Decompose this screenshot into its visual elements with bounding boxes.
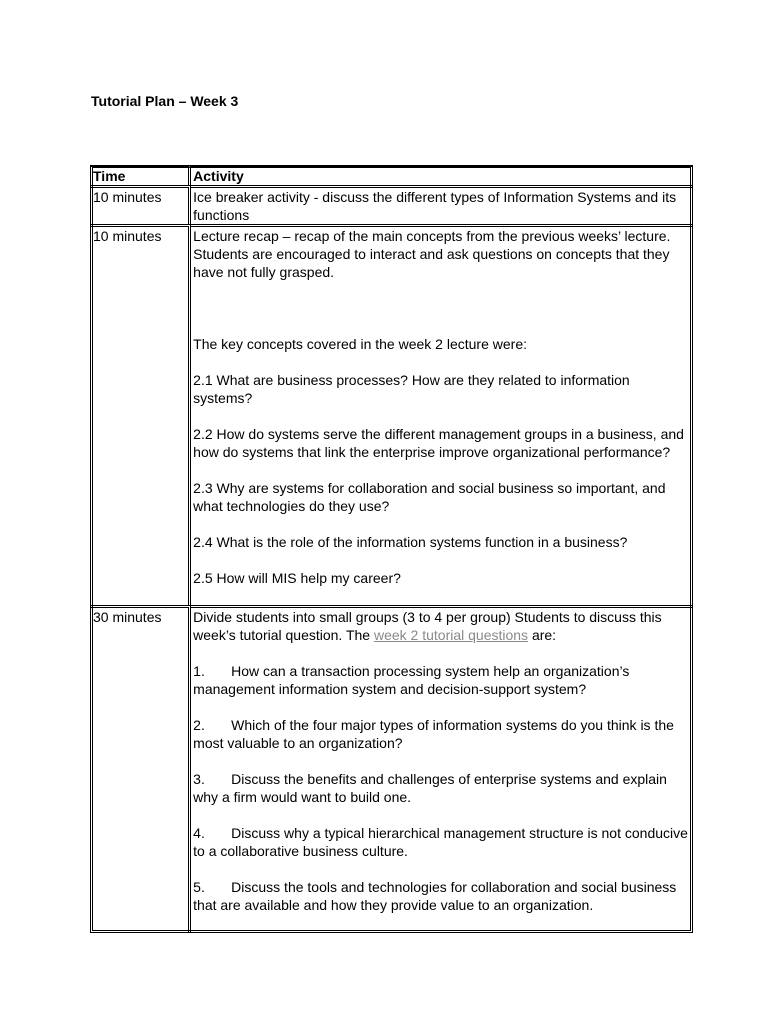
table-header-row — [91, 166, 692, 185]
tutorial-questions-link[interactable]: week 2 tutorial questions — [373, 627, 529, 643]
group-discussion-text: Divide students into small groups (3 to 4 per group) Students to discuss this week’s tutorial question. The week 2 tutorial questions are: — [193, 609, 662, 643]
key-concepts-text: The key concepts covered in the week 2 lecture were: — [193, 336, 527, 352]
tutorial-plan-table — [90, 165, 693, 933]
table-row — [91, 224, 692, 605]
row2-activity — [191, 224, 692, 605]
concept-item: 2.5 How will MIS help my career? — [193, 570, 401, 586]
header-time: Time — [91, 166, 191, 185]
concept-item: 2.2 How do systems serve the different management groups in a business, and how do systems that link the enterprise improve organizational performance? — [193, 426, 684, 460]
question-item: 4. Discuss why a typical hierarchical management structure is not conducive to a collaborative business culture. — [193, 825, 688, 859]
table-row — [91, 185, 692, 224]
header-activity: Activity — [191, 166, 692, 185]
question-item: 3. Discuss the benefits and challenges of enterprise systems and explain why a firm would want to build one. — [193, 771, 667, 805]
page-title: Tutorial Plan – Week 3 — [91, 93, 239, 109]
question-item: 1. How can a transaction processing system help an organization’s management information system and decision-support system? — [193, 663, 630, 697]
concept-item: 2.1 What are business processes? How are they related to information systems? — [193, 372, 630, 406]
concept-item: 2.3 Why are systems for collaboration and social business so important, and what technologies do they use? — [193, 480, 666, 514]
row3-activity — [191, 605, 692, 932]
row3-time: 30 minutes — [91, 605, 191, 932]
lecture-recap-text: Lecture recap – recap of the main concepts from the previous weeks’ lecture. Students are encouraged to interact and ask questions on concepts that they have not fully grasped. — [193, 228, 671, 280]
concept-item: 2.4 What is the role of the information systems function in a business? — [193, 534, 628, 550]
question-item: 5. Discuss the tools and technologies for collaboration and social business that are available and how they provide value to an organization. — [193, 879, 677, 913]
question-item: 2. Which of the four major types of information systems do you think is the most valuable to an organization? — [193, 717, 674, 751]
row1-activity: Ice breaker activity - discuss the different types of Information Systems and its functions — [191, 185, 692, 224]
row2-time: 10 minutes — [91, 224, 191, 605]
row1-time: 10 minutes — [91, 185, 191, 224]
table-row — [91, 605, 692, 932]
